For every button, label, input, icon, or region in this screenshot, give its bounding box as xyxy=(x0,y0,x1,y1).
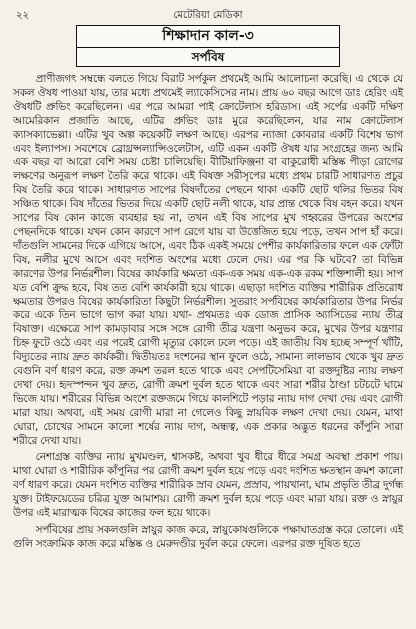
body-text xyxy=(13,73,403,552)
chapter-heading-box xyxy=(76,25,340,67)
page-number: ২২ xyxy=(16,10,30,21)
paragraph: নেশাগ্রস্ত ব্যক্তির ন্যায় মুখমণ্ডল, শ্বাসকষ্ট, অথবা খুব ধীরে ধীরে সমগ্র অবস্থা প্রকাশ পায়। মাথা ঘোরা ও শারীরিক কাঁপুনির পর রোগী ক্রমশ দুর্বল হয়ে পড়ে এবং দংশিত ক্ষতস্থান ক্রমশ কালো বর্ণ ধারণ করে। যেমন দংশিত ব্যক্তির শারীরিক স্রাব যেমন, প্রস্রাব, পায়খানা, ঘাম প্রভৃতি তীব্র দুর্গন্ধ যুক্ত। টাইফয়েডের চরিত্র যুক্ত আমাশয়। রোগী ক্রমশ দুর্বল হয়ে পড়ে এবং মারা যায়। রক্ত ও স্নায়ুর উপর এই মারাত্মক বিষের কাজের ফল হয়ে থাকে। xyxy=(13,451,403,520)
running-header xyxy=(13,6,403,22)
paragraph: সর্পবিষের প্রায় সকলগুলি স্নায়ুর কাজ করে, স্নায়ুকোষগুলিকে পক্ষাঘাতগ্রস্ত করে তোলে। এই গুলি সংক্রামিক কাজ করে মস্তিষ্ক ও মেরুদণ্ডীর দুর্বল করে ফেলে। এরপর রক্ত দূষিত হতে xyxy=(13,524,403,550)
paragraph: প্রাণীজগৎ সম্বন্ধে বলতে গিয়ে বিরাট সর্পকুল প্রথমেই আমি আলোচনা করেছি। এ থেকে যে সকল ঔষধ পাওয়া যায়, তার মধ্যে প্রথমেই ল্যাকেসিসের নাম। প্রায় ৬০ বছর আগে ডাঃ হেরিং এই ঔষধটি প্রুভিং করেছিলেন। এর পরে আমরা পাই ক্রোটেলাস হরিডাস। এই সর্পের একটি দক্ষিণ আমেরিকান প্রজাতি আছে, এটির প্রুভিং ডাঃ মুরে করেছিলেন, যার নাম ক্রোটেলাস ক্যাসক্যাভেল্লা। এটির খুব অল্প কয়েকটি লক্ষণ আছে। এরপর ন্যাজা কোবরার একটি বিশেষ ভাগ এবং ইল্যাপস। সবশেষে ব্রোথ্রপ্সল্যান্সিওলেটাস, এটি একন একটি ঔষধ যার সংগ্রহের জন্য আমি এক বছর বা আরো বেশি সময় চেষ্টা চালিয়েছি। বীটিয়াফিঞ্জনা বা বাকুরোধী মস্তিষ্ক পীড়া রোগের লক্ষণের অনুরূপ লক্ষণ তৈরি করে থাকে। এই বিষক্ত সরীসৃপের মধ্যে প্রথম চারটি সাধারণত প্রচুর বিষ তৈরি করে থাকে। সাধারণত সাপের বিষদাঁতের পেছনে থাকা একটি ছোট থলির ভিতর বিষ সঞ্চিত থাকে। বিষ দাঁতের ভিতর দিয়ে একটি ছোট নলী থাকে, যার প্রান্ত থেকে বিষ বহন করে। যখন সাপের বিষ কোন কাজে ব্যবহার হয় না, তখন এই বিষ সাপের মুখ গহ্বরের উপরের অংশের পেছনদিকে থাকে। যখন কোন কারণে সাপ রেগে যায় বা উত্তেজিত হয়ে পড়ে, তখন সাপ হাঁ করে। দাঁতগুলি সামনের দিকে এগিয়ে আসে, এবং ঠিক একই সময়ে পেশীর কার্যকারিতার ফলে এক ফোঁটা বিষ, নলীর মুখে আসে এবং দংশিত অংশের মধ্যে ঢেলে দেয়। এর পর কি ঘটবে? তা বিভিন্ন কারণের উপর নির্ভরশীল। বিষের কার্যকারি ক্ষমতা এক-এক সময় এক-এক রকম শক্তিশালী হয়। সাপ যত বেশি ক্রুদ্ধ হবে, বিষ তত বেশি কার্যকারী হয়ে থাকে। এছাড়া দংশিত ব্যক্তির শারীরিক প্রতিরোধ ক্ষমতার উপরও বিষের কার্যকারিতা কিছুটা নির্ভরশীল। সুতরাং সর্পবিষের কার্যকারিতার উপর নির্ভর করে একে তিন ভাগে ভাগ করা যায়। যথা- প্রথমতঃ এক ডোজ প্রাসিক অ্যাসিডের ন্যায় তীব্র বিষাক্ত। এক্ষেত্রে সাপ কামড়াবার সঙ্গে সঙ্গে রোগী তীব্র যন্ত্রণা অনুভব করে, মুখের উপর যন্ত্রণার চিহ্ন ফুটে ওঠে এবং এর পরেই রোগী মৃত্যুর কোলে ঢলে পড়ে। এই জাতীয় বিষ হচ্ছে সম্পূর্ণ খাঁটি, বিদ্যুতের ন্যায় দ্রুত কার্যকরী। দ্বিতীয়তঃ দংশনের স্থান ফুলে ওঠে, সামান্য লালভাব থেকে খুব দ্রুত বেগুনি বর্ণ ধারণ করে, রক্ত ক্রমশ তরল হতে থাকে এবং সেপটিসেমিয়া বা রক্তদুষ্টির ন্যায় লক্ষণ দেখা দেয়। হৃদস্পন্দন খুব দ্রুত, রোগী ক্রমশ দুর্বল হতে থাকে এবং সারা শরীর ঠাণ্ডা চটচটে ঘামে ভিজে যায়। শরীরের বিভিন্ন অংশে রক্তজমে গিয়ে কালশিটে পড়ার ন্যায় দাগ দেখা দেয় এবং রোগী মারা যায়। অথবা, এই সময় রোগী মারা না গেলেও কিছু স্নায়বিক লক্ষণ দেখা দেয়। যেমন, মাথা ঘোরা, চোখের সামনে কালো শর্ষের ন্যায় দাগ, অন্ধত্ব, এক প্রকার অদ্ভুত ধরনের কাঁপুনি সারা শরীরে দেখা যায়। xyxy=(13,73,403,447)
chapter-title: শিক্ষাদান কাল-৩ xyxy=(77,26,339,48)
chapter-subtitle: সর্পবিষ xyxy=(191,50,225,64)
running-title: মেটেরিয়া মেডিকা xyxy=(173,10,243,21)
